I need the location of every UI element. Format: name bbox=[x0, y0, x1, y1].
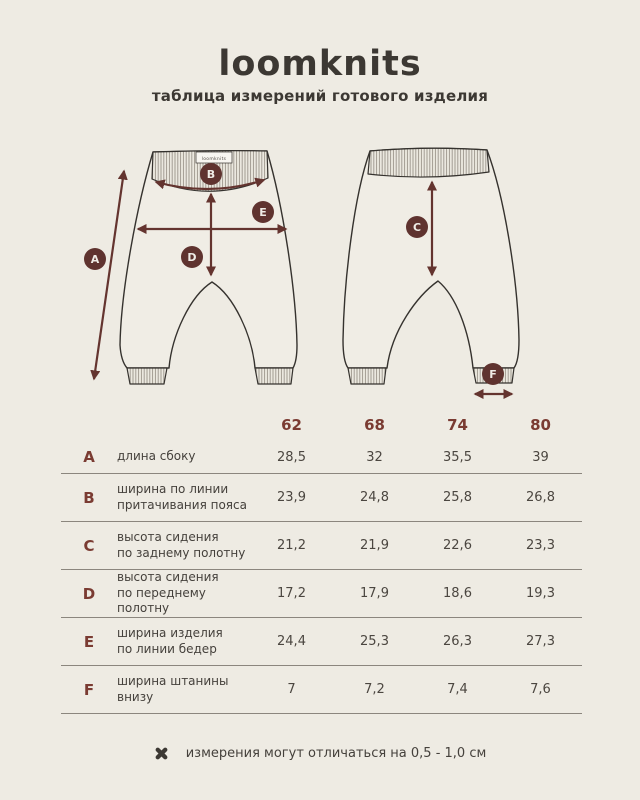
pants-front-right-cuff bbox=[255, 368, 293, 384]
footer-note bbox=[0, 746, 640, 761]
marker-a-label: A bbox=[90, 253, 100, 266]
value-cell: 24,4 bbox=[277, 634, 306, 649]
row-letter: F bbox=[83, 680, 95, 699]
value-cell: 21,9 bbox=[360, 538, 389, 553]
table-header-row bbox=[61, 408, 582, 441]
arrow-a-side-length bbox=[94, 171, 124, 379]
value-cell: 25,8 bbox=[443, 490, 472, 505]
row-letter: A bbox=[83, 448, 95, 466]
measurement-diagram bbox=[0, 140, 640, 410]
value-cell: 22,6 bbox=[443, 538, 472, 553]
table-row-f bbox=[61, 666, 582, 714]
brand-logo: loomknits bbox=[218, 44, 422, 84]
pants-front-left-cuff bbox=[127, 368, 167, 384]
value-cell: 27,3 bbox=[526, 634, 555, 649]
value-cell: 24,8 bbox=[360, 490, 389, 505]
waistband-tag-label: loomknits bbox=[201, 156, 227, 162]
pants-front-view-drawing bbox=[84, 151, 297, 384]
marker-d-label: D bbox=[187, 251, 197, 264]
row-description: ширина штанины внизу bbox=[117, 674, 229, 704]
value-cell: 21,2 bbox=[277, 538, 306, 553]
value-cell: 17,2 bbox=[277, 586, 306, 601]
tolerance-note: измерения могут отличаться на 0,5 - 1,0 см bbox=[185, 746, 487, 761]
row-description: высота сидения по переднему полотну bbox=[117, 570, 219, 616]
value-cell: 19,3 bbox=[526, 586, 555, 601]
marker-f-label: F bbox=[489, 368, 497, 381]
table-row-b bbox=[61, 474, 582, 522]
row-description: длина сбоку bbox=[117, 449, 196, 464]
marker-c-label: C bbox=[412, 221, 422, 234]
pants-back-view-drawing bbox=[343, 148, 519, 394]
size-header-74: 74 bbox=[447, 415, 468, 434]
value-cell: 35,5 bbox=[443, 449, 472, 465]
pants-back-left-cuff bbox=[348, 368, 386, 384]
row-description: ширина изделия по линии бедер bbox=[117, 626, 223, 656]
value-cell: 25,3 bbox=[360, 634, 389, 649]
size-header-62: 62 bbox=[281, 415, 302, 434]
measurement-table bbox=[61, 408, 582, 714]
page-title: таблица измерений готового изделия bbox=[151, 87, 489, 105]
size-header-80: 80 bbox=[530, 415, 551, 434]
value-cell: 39 bbox=[532, 449, 549, 465]
value-cell: 17,9 bbox=[360, 586, 389, 601]
pants-back-waistband bbox=[368, 148, 489, 177]
value-cell: 7,4 bbox=[447, 682, 468, 697]
asterisk-x-icon bbox=[154, 746, 169, 761]
value-cell: 26,8 bbox=[526, 490, 555, 505]
value-cell: 18,6 bbox=[443, 586, 472, 601]
value-cell: 23,9 bbox=[277, 490, 306, 505]
row-letter: E bbox=[83, 632, 95, 651]
marker-b-label: B bbox=[206, 168, 216, 181]
value-cell: 7,2 bbox=[364, 682, 385, 697]
row-letter: B bbox=[83, 488, 95, 507]
value-cell: 7,6 bbox=[530, 682, 551, 697]
marker-e-label: E bbox=[259, 206, 267, 219]
row-description: высота сидения по заднему полотну bbox=[117, 530, 246, 560]
row-description: ширина по линии притачивания пояса bbox=[117, 482, 247, 512]
row-letter: D bbox=[82, 584, 96, 603]
value-cell: 23,3 bbox=[526, 538, 555, 553]
size-header-68: 68 bbox=[364, 415, 385, 434]
value-cell: 7 bbox=[287, 682, 296, 697]
table-row-c bbox=[61, 522, 582, 570]
value-cell: 26,3 bbox=[443, 634, 472, 649]
row-letter: C bbox=[83, 536, 95, 555]
table-row-a bbox=[61, 441, 582, 474]
table-row-d bbox=[61, 570, 582, 618]
table-row-e bbox=[61, 618, 582, 666]
value-cell: 32 bbox=[366, 449, 383, 465]
value-cell: 28,5 bbox=[277, 449, 306, 465]
